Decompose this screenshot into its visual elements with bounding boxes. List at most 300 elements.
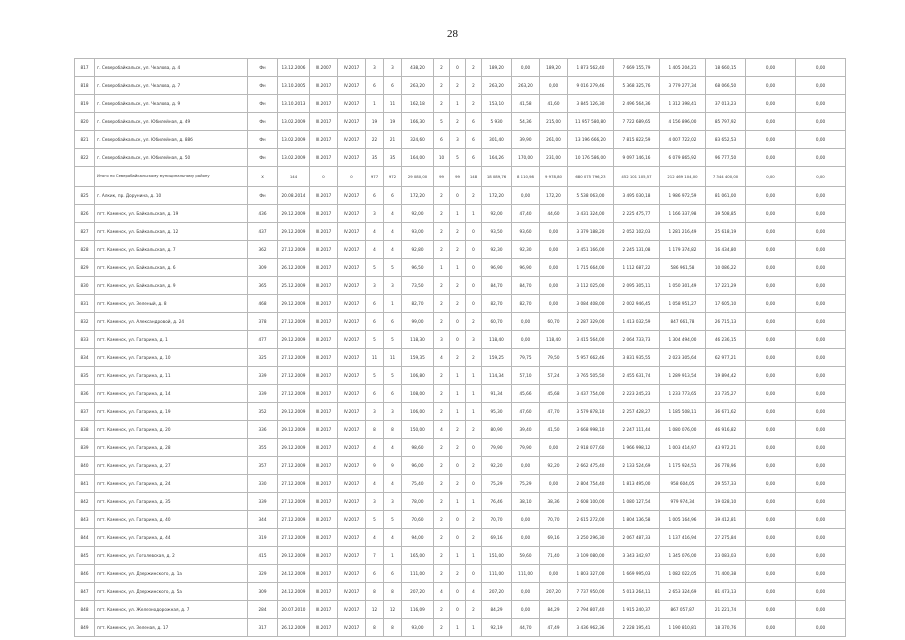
cell-plan-start: III.2017 (310, 439, 338, 457)
cell-fund-cost: 1 413 032,59 (614, 313, 660, 331)
cell-flats-owned: 2 (450, 77, 466, 95)
cell-flats-owned: 2 (450, 113, 466, 131)
cell-doc-date: 27.12.2009 (278, 475, 310, 493)
cell-flats-total: 2 (434, 77, 450, 95)
cell-total-cost: 3 250 296,30 (568, 529, 614, 547)
cell-fund-cost: 5 368 325,76 (614, 77, 660, 95)
cell-land-ref: Фн (248, 187, 278, 205)
cell-total-cost: 3 431 324,00 (568, 205, 614, 223)
cell-residents-actual: 5 (384, 331, 402, 349)
cell-flats-municipal: 0 (466, 223, 482, 241)
table-row (75, 277, 846, 295)
cell-other-cost: 0,00 (796, 131, 846, 149)
cell-area-owned: 0,00 (512, 583, 540, 601)
cell-budget-region: 3 779 277,34 (660, 77, 706, 95)
cell-fund-cost: 2 245 131,08 (614, 241, 660, 259)
cell-residents-actual: 4 (384, 205, 402, 223)
cell-extra-cost: 0,00 (746, 77, 796, 95)
cell-other-cost: 0,00 (796, 547, 846, 565)
cell-flats-total: 2 (434, 313, 450, 331)
cell-flats-municipal: 2 (466, 95, 482, 113)
cell-address: пгт. Каменск, ул. Байкальская, д. 12 (95, 223, 248, 241)
cell-extra-cost: 0,00 (746, 131, 796, 149)
cell-living-area: 93,50 (482, 223, 512, 241)
cell-row-number: 841 (75, 475, 95, 493)
cell-other-cost: 0,00 (796, 259, 846, 277)
cell-doc-date: 29.12.2009 (278, 223, 310, 241)
cell-other-cost: 0,00 (796, 475, 846, 493)
cell-flats-owned: 0 (450, 331, 466, 349)
cell-residents-planned: 6 (366, 77, 384, 95)
cell-address: пгт. Каменск, ул. Гагарина, д. 19 (95, 403, 248, 421)
cell-address: пгт. Каменск, ул. Гагарина, д. 11 (95, 367, 248, 385)
cell-address: пгт. Каменск, ул. Гагарина, д. 1 (95, 331, 248, 349)
cell-plan-start: III.2017 (310, 529, 338, 547)
cell-total-cost: 10 176 586,00 (568, 149, 614, 167)
cell-row-number: 840 (75, 457, 95, 475)
cell-residents-actual: 4 (384, 529, 402, 547)
cell-address: пгт. Каменск, ул. Гагарина, д. 20 (95, 421, 248, 439)
cell-area: 150,00 (402, 421, 434, 439)
cell-flats-municipal: 2 (466, 529, 482, 547)
cell-plan-end: IV.2017 (338, 403, 366, 421)
cell-area-owned: 0,00 (512, 59, 540, 77)
cell-area: 162,18 (402, 95, 434, 113)
cell-budget-region: 212 469 104,00 (660, 167, 706, 187)
cell-flats-owned: 1 (450, 95, 466, 113)
cell-budget-region: 1 058 951,27 (660, 295, 706, 313)
cell-area: 82,70 (402, 295, 434, 313)
cell-budget-local: 46 916,82 (706, 421, 746, 439)
cell-area-owned: 111,00 (512, 565, 540, 583)
cell-other-cost: 0,00 (796, 385, 846, 403)
cell-extra-cost: 0,00 (746, 187, 796, 205)
cell-flats-municipal: 0 (466, 439, 482, 457)
cell-budget-local: 23 083,03 (706, 547, 746, 565)
cell-area: 166,30 (402, 113, 434, 131)
cell-flats-total: 5 (434, 113, 450, 131)
cell-total-cost: 11 957 580,80 (568, 113, 614, 131)
cell-flats-municipal: 6 (466, 131, 482, 149)
cell-residents-planned: 7 (366, 547, 384, 565)
cell-plan-start: III.2017 (310, 511, 338, 529)
cell-budget-region: 867 057,87 (660, 601, 706, 619)
cell-plan-end: 0 (338, 167, 366, 187)
cell-flats-municipal: 2 (466, 601, 482, 619)
cell-fund-cost: 3 831 935,55 (614, 349, 660, 367)
cell-area-municipal: 0,00 (540, 439, 568, 457)
cell-residents-planned: 3 (366, 277, 384, 295)
cell-area-owned: 263,20 (512, 77, 540, 95)
cell-plan-start: III.2017 (310, 295, 338, 313)
cell-area-municipal: 231,00 (540, 149, 568, 167)
cell-residents-actual: 6 (384, 187, 402, 205)
table-body (75, 59, 846, 637)
cell-other-cost: 0,00 (796, 295, 846, 313)
cell-land-ref: 436 (248, 205, 278, 223)
cell-fund-cost: 1 080 127,54 (614, 493, 660, 511)
cell-total-cost: 3 668 998,10 (568, 421, 614, 439)
cell-budget-region: 1 003 414,97 (660, 439, 706, 457)
cell-land-ref: 437 (248, 223, 278, 241)
cell-residents-planned: 6 (366, 313, 384, 331)
cell-other-cost: 0,00 (796, 457, 846, 475)
cell-total-cost: 3 084 408,00 (568, 295, 614, 313)
cell-area-owned: 39,40 (512, 421, 540, 439)
cell-total-cost: 2 794 807,40 (568, 601, 614, 619)
cell-extra-cost: 0,00 (746, 167, 796, 187)
cell-land-ref: 317 (248, 619, 278, 637)
cell-plan-start: III.2017 (310, 493, 338, 511)
cell-plan-end: IV.2017 (338, 349, 366, 367)
cell-other-cost: 0,00 (796, 439, 846, 457)
cell-residents-planned: 1 (366, 95, 384, 113)
cell-row-number: 818 (75, 77, 95, 95)
cell-extra-cost: 0,00 (746, 295, 796, 313)
cell-residents-planned: 977 (366, 167, 384, 187)
cell-budget-region: 2 023 305,64 (660, 349, 706, 367)
cell-plan-start: III.2017 (310, 131, 338, 149)
cell-area: 92,00 (402, 205, 434, 223)
cell-flats-municipal: 6 (466, 113, 482, 131)
cell-doc-date: 13.02.2009 (278, 149, 310, 167)
table-row (75, 59, 846, 77)
cell-area: 92,80 (402, 241, 434, 259)
cell-area-municipal: 41,60 (540, 95, 568, 113)
cell-land-ref: 325 (248, 349, 278, 367)
cell-total-cost: 1 803 327,00 (568, 565, 614, 583)
cell-flats-total: 10 (434, 149, 450, 167)
cell-fund-cost: 2 228 195,41 (614, 619, 660, 637)
cell-budget-local: 17 221,29 (706, 277, 746, 295)
cell-area: 93,00 (402, 619, 434, 637)
cell-total-cost: 7 737 950,00 (568, 583, 614, 601)
cell-area-municipal: 0,00 (540, 565, 568, 583)
cell-extra-cost: 0,00 (746, 349, 796, 367)
cell-flats-total: 4 (434, 349, 450, 367)
cell-budget-local: 83 652,53 (706, 131, 746, 149)
cell-area-owned: 0,00 (512, 313, 540, 331)
cell-area-owned: 79,90 (512, 439, 540, 457)
cell-extra-cost: 0,00 (746, 259, 796, 277)
cell-residents-planned: 6 (366, 385, 384, 403)
cell-row-number: 820 (75, 113, 95, 131)
cell-residents-actual: 5 (384, 367, 402, 385)
cell-budget-local: 21 221,74 (706, 601, 746, 619)
cell-area-municipal: 70,70 (540, 511, 568, 529)
cell-land-ref: Фн (248, 77, 278, 95)
cell-plan-end: IV.2017 (338, 439, 366, 457)
cell-row-number: 819 (75, 95, 95, 113)
cell-fund-cost: 3 343 342,97 (614, 547, 660, 565)
cell-flats-municipal: 2 (466, 187, 482, 205)
cell-extra-cost: 0,00 (746, 95, 796, 113)
cell-residents-actual: 3 (384, 59, 402, 77)
cell-flats-total: 2 (434, 475, 450, 493)
cell-flats-owned: 0 (450, 313, 466, 331)
cell-plan-start: III.2017 (310, 403, 338, 421)
cell-address: пгт. Каменск, ул. Дзержинского, д. 1а (95, 565, 248, 583)
cell-residents-actual: 21 (384, 131, 402, 149)
cell-total-cost: 2 287 329,00 (568, 313, 614, 331)
cell-living-area: 95,30 (482, 403, 512, 421)
cell-flats-total: 2 (434, 565, 450, 583)
cell-residents-planned: 3 (366, 59, 384, 77)
cell-budget-local: 81 061,00 (706, 187, 746, 205)
cell-row-number: 828 (75, 241, 95, 259)
cell-total-cost: 2 615 272,00 (568, 511, 614, 529)
cell-fund-cost: 2 052 102,03 (614, 223, 660, 241)
cell-area: 96,50 (402, 259, 434, 277)
cell-area: 106,00 (402, 403, 434, 421)
cell-address: пгт. Каменск, ул. Зеленый, д. 8 (95, 295, 248, 313)
cell-area-municipal: 261,00 (540, 131, 568, 149)
cell-land-ref: 352 (248, 403, 278, 421)
cell-area-municipal: 79,50 (540, 349, 568, 367)
cell-budget-local: 26 715,13 (706, 313, 746, 331)
cell-residents-actual: 3 (384, 403, 402, 421)
cell-fund-cost: 2 225 475,77 (614, 205, 660, 223)
cell-flats-owned: 1 (450, 367, 466, 385)
cell-living-area: 159,25 (482, 349, 512, 367)
cell-residents-planned: 4 (366, 475, 384, 493)
cell-plan-end: IV.2017 (338, 131, 366, 149)
cell-residents-actual: 6 (384, 77, 402, 95)
cell-budget-region: 1 082 022,05 (660, 565, 706, 583)
cell-plan-start: III.2017 (310, 313, 338, 331)
cell-budget-local: 26 778,96 (706, 457, 746, 475)
cell-flats-municipal: 0 (466, 295, 482, 313)
cell-total-cost: 3 109 080,00 (568, 547, 614, 565)
cell-other-cost: 0,00 (796, 511, 846, 529)
cell-budget-local: 85 797,92 (706, 113, 746, 131)
table-row (75, 511, 846, 529)
cell-fund-cost: 2 257 428,27 (614, 403, 660, 421)
cell-flats-municipal: 1 (466, 367, 482, 385)
cell-flats-total: 99 (434, 167, 450, 187)
cell-area-owned: 0,00 (512, 529, 540, 547)
cell-total-cost: 1 715 664,00 (568, 259, 614, 277)
cell-area-owned: 0,00 (512, 187, 540, 205)
cell-flats-owned: 2 (450, 277, 466, 295)
cell-residents-planned: 5 (366, 511, 384, 529)
cell-budget-region: 1 005 164,96 (660, 511, 706, 529)
cell-residents-actual: 8 (384, 421, 402, 439)
cell-extra-cost: 0,00 (746, 511, 796, 529)
cell-row-number: 834 (75, 349, 95, 367)
cell-address: г. Северобайкальск, ул. Чкалова, д. 4 (95, 59, 248, 77)
cell-area-owned: 0,00 (512, 601, 540, 619)
cell-flats-total: 3 (434, 331, 450, 349)
cell-area-municipal: 0,00 (540, 295, 568, 313)
cell-area-municipal: 47,70 (540, 403, 568, 421)
cell-living-area: 92,30 (482, 241, 512, 259)
cell-address: пгт. Каменск, ул. Дзержинского, д. 5а (95, 583, 248, 601)
cell-residents-actual: 1 (384, 295, 402, 313)
cell-residents-actual: 12 (384, 601, 402, 619)
cell-plan-end: IV.2017 (338, 313, 366, 331)
cell-area: 98,60 (402, 439, 434, 457)
cell-area-municipal: 84,29 (540, 601, 568, 619)
table-row (75, 113, 846, 131)
cell-area: 438,20 (402, 59, 434, 77)
cell-row-number: 830 (75, 277, 95, 295)
cell-row-number: 827 (75, 223, 95, 241)
cell-area: 96,00 (402, 457, 434, 475)
cell-row-number: 845 (75, 547, 95, 565)
cell-total-cost: 3 451 166,00 (568, 241, 614, 259)
cell-flats-total: 2 (434, 223, 450, 241)
cell-flats-municipal: 2 (466, 421, 482, 439)
cell-total-cost: 2 608 100,00 (568, 493, 614, 511)
cell-area-municipal: 215,00 (540, 113, 568, 131)
table-row (75, 331, 846, 349)
cell-budget-local: 16 434,80 (706, 241, 746, 259)
cell-budget-region: 1 137 416,94 (660, 529, 706, 547)
cell-row-number: 832 (75, 313, 95, 331)
cell-budget-local: 37 013,23 (706, 95, 746, 113)
table-row (75, 457, 846, 475)
cell-other-cost: 0,00 (796, 367, 846, 385)
table-row (75, 475, 846, 493)
cell-row-number: 817 (75, 59, 95, 77)
cell-living-area: 153,10 (482, 95, 512, 113)
cell-plan-start: III.2017 (310, 349, 338, 367)
cell-other-cost: 0,00 (796, 421, 846, 439)
cell-doc-date: 29.12.2009 (278, 205, 310, 223)
table-row (75, 439, 846, 457)
cell-extra-cost: 0,00 (746, 403, 796, 421)
cell-area: 94,00 (402, 529, 434, 547)
cell-area: 324,60 (402, 131, 434, 149)
cell-budget-local: 19 028,10 (706, 493, 746, 511)
cell-living-area: 263,20 (482, 77, 512, 95)
cell-budget-local: 39 508,85 (706, 205, 746, 223)
cell-other-cost: 0,00 (796, 223, 846, 241)
cell-address: пгт. Каменск, ул. Гоголевская, д. 2 (95, 547, 248, 565)
cell-residents-planned: 6 (366, 565, 384, 583)
cell-flats-municipal: 1 (466, 403, 482, 421)
table-row (75, 241, 846, 259)
cell-residents-actual: 11 (384, 95, 402, 113)
cell-extra-cost: 0,00 (746, 565, 796, 583)
cell-total-cost: 5 538 063,00 (568, 187, 614, 205)
cell-plan-start: III.2017 (310, 113, 338, 131)
cell-residents-planned: 8 (366, 583, 384, 601)
cell-budget-local: 23 735,27 (706, 385, 746, 403)
cell-extra-cost: 0,00 (746, 223, 796, 241)
cell-plan-start: III.2017 (310, 223, 338, 241)
table-row (75, 583, 846, 601)
cell-address: пгт. Каменск, ул. Зеленая, д. 17 (95, 619, 248, 637)
cell-fund-cost: 1 915 240,37 (614, 601, 660, 619)
cell-residents-actual: 8 (384, 583, 402, 601)
cell-plan-end: IV.2017 (338, 601, 366, 619)
cell-budget-region: 979 974,34 (660, 493, 706, 511)
cell-doc-date: 144 (278, 167, 310, 187)
cell-budget-local: 39 412,81 (706, 511, 746, 529)
cell-total-cost: 13 196 666,20 (568, 131, 614, 149)
cell-area-owned: 96,90 (512, 259, 540, 277)
cell-plan-end: IV.2017 (338, 457, 366, 475)
cell-plan-end: IV.2017 (338, 259, 366, 277)
cell-flats-owned: 1 (450, 619, 466, 637)
cell-row-number: 839 (75, 439, 95, 457)
cell-fund-cost: 3 495 030,18 (614, 187, 660, 205)
cell-plan-end: IV.2017 (338, 295, 366, 313)
cell-other-cost: 0,00 (796, 113, 846, 131)
cell-area-owned: 41,58 (512, 95, 540, 113)
cell-extra-cost: 0,00 (746, 367, 796, 385)
cell-address: пгт. Каменск, ул. Байкальская, д. 6 (95, 259, 248, 277)
cell-row-number (75, 167, 95, 187)
cell-row-number: 829 (75, 259, 95, 277)
cell-plan-end: IV.2017 (338, 475, 366, 493)
table-row (75, 529, 846, 547)
cell-flats-total: 2 (434, 493, 450, 511)
table-row (75, 403, 846, 421)
cell-area-owned: 92,30 (512, 241, 540, 259)
cell-flats-total: 2 (434, 277, 450, 295)
cell-plan-start: III.2017 (310, 241, 338, 259)
cell-flats-municipal: 4 (466, 583, 482, 601)
cell-row-number: 838 (75, 421, 95, 439)
cell-total-cost: 3 845 126,30 (568, 95, 614, 113)
cell-area-owned: 75,29 (512, 475, 540, 493)
cell-area-owned: 47,60 (512, 403, 540, 421)
cell-extra-cost: 0,00 (746, 493, 796, 511)
cell-extra-cost: 0,00 (746, 277, 796, 295)
cell-area-owned: 39,90 (512, 131, 540, 149)
cell-extra-cost: 0,00 (746, 529, 796, 547)
cell-budget-local: 62 977,21 (706, 349, 746, 367)
cell-area-owned: 47,40 (512, 205, 540, 223)
cell-land-ref: 344 (248, 511, 278, 529)
cell-plan-end: IV.2017 (338, 547, 366, 565)
cell-budget-local: 68 066,50 (706, 77, 746, 95)
cell-residents-actual: 4 (384, 223, 402, 241)
cell-fund-cost: 1 112 687,22 (614, 259, 660, 277)
cell-doc-date: 29.12.2009 (278, 547, 310, 565)
cell-doc-date: 20.07.2010 (278, 601, 310, 619)
cell-plan-end: IV.2017 (338, 421, 366, 439)
cell-extra-cost: 0,00 (746, 619, 796, 637)
cell-total-cost: 3 415 564,00 (568, 331, 614, 349)
cell-land-ref: 365 (248, 277, 278, 295)
cell-flats-municipal: 2 (466, 457, 482, 475)
cell-area-owned: 45,66 (512, 385, 540, 403)
cell-land-ref: Фн (248, 95, 278, 113)
cell-flats-owned: 2 (450, 439, 466, 457)
cell-living-area: 189,20 (482, 59, 512, 77)
cell-row-number: 836 (75, 385, 95, 403)
cell-flats-owned: 0 (450, 529, 466, 547)
cell-doc-date: 27.12.2009 (278, 511, 310, 529)
cell-total-cost: 2 918 077,60 (568, 439, 614, 457)
cell-other-cost: 0,00 (796, 77, 846, 95)
cell-fund-cost: 7 669 155,79 (614, 59, 660, 77)
cell-land-ref: 330 (248, 475, 278, 493)
cell-living-area: 96,90 (482, 259, 512, 277)
cell-row-number: 847 (75, 583, 95, 601)
cell-residents-planned: 35 (366, 149, 384, 167)
cell-area-municipal: 207,20 (540, 583, 568, 601)
cell-budget-local: 7 344 400,00 (706, 167, 746, 187)
cell-other-cost: 0,00 (796, 313, 846, 331)
cell-residents-planned: 5 (366, 367, 384, 385)
housing-table (74, 58, 845, 637)
table-row (75, 421, 846, 439)
